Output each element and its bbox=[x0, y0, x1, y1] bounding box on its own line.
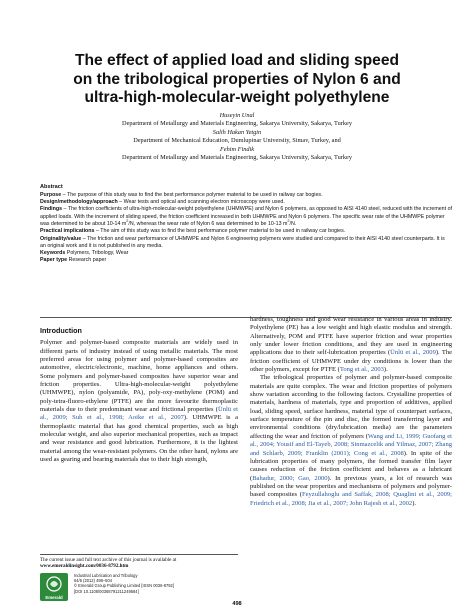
doi: [DOI 10.1108/00368791211249584] bbox=[74, 588, 139, 594]
archive-footnote bbox=[40, 557, 238, 570]
journal-volume: 64/5 (2012) 498–504 bbox=[74, 578, 113, 584]
author-name: Fehim Findik bbox=[219, 145, 255, 153]
citation-link[interactable]: Ünlü et al., 2009; Suh et al., 1998; Aoike et al., 2007 bbox=[40, 406, 238, 422]
journal-name: Industrial Lubrication and Tribology bbox=[74, 573, 138, 578]
copyright: © Emerald Group Publishing Limited [ISSN 0036-8792] bbox=[74, 583, 174, 589]
author-name: Huseyin Unal bbox=[219, 112, 255, 119]
abstract-findings: Findings – The friction coefficients of ultra-high-molecular-weight polyethylene (UHMWPE) and Nylon 6 polymers, as opposed to AISI 4140 steel, reduced with the increment of applied loads. With the increment of sliding speed, the friction coefficient increased in both UHMWPE and Nylon 6 polymers. The specific wear rate of the UHMWPE polymer was determined to be about 10-14 $m^2/N$, whereas the wear rate of Nylon 6 was determined to be 10-13 $m^2/N$. bbox=[40, 206, 452, 227]
archive-url-link[interactable]: www.emeraldinsight.com/0036-8792.htm bbox=[40, 563, 129, 570]
abstract-heading: Abstract bbox=[40, 184, 63, 190]
title-line-3: ultra-high-molecular-weight polyethylene bbox=[84, 89, 390, 106]
logo-text: Emerald bbox=[45, 595, 63, 600]
footnote-text: The current issue and full text archive of this journal is available at bbox=[40, 557, 177, 563]
abstract-originality: Originality/value – The friction and wear performance of UHMWPE and Nylon 6 engineering polymers were studied and compared to their AISI 4140 steel counterparts. It is an original work and it is not published in any media. bbox=[40, 235, 445, 249]
page-number: 498 bbox=[232, 601, 242, 607]
section-heading: Introduction bbox=[40, 326, 82, 335]
citation-link[interactable]: Tong et al., 2003 bbox=[339, 366, 384, 374]
body-paragraph: The tribological properties of polymer and polymer-based composite materials are quite complex. The wear and friction properties of polymers show variation according to the following factors. Crystalline properties of materials, hardness of materials, type and proportion of additives, applied load, sliding speed, surface hardness, material type of counterpart surfaces, surface temperature of the pin and disc, the formed transferring layer and environmental conditions (dry/lubrication media) are the parameters affecting the wear and friction of polymers (Wang and Li, 1999; Guofang et al., 2004; Yousif and El-Tayeb, 2008; Sinmazcelik and Yilmaz, 2007; Zhang and Schlarb, 2009; Franklin (2001); Cong et al., 2008). In spite of the lubrication properties of many polymers, the formed transfer film layer causes reduction of the friction coefficient and behaves as a lubricant (Bahadur, 2000; Gao, 2000). In previous years, a lot of research was published on the wear properties and mechanisms of polymers and polymer-based composites (Feyzullahoglu and Saffak, 2008; Quaglini et al., 2009; Friedrich et al., 2008; Jia et al., 2007; John Rajesh et al., 2002). bbox=[250, 374, 453, 507]
citation-link[interactable]: Feyzullahoglu and Saffak, 2008; Quaglini et al., 2009; Friedrich et al., 2008; Jia et al., 2007; John Rajesh et al., 2002 bbox=[250, 491, 452, 507]
author-affiliation: Department of Metallurgy and Materials Engineering, Sakarya University, Sakarya, Turkey bbox=[122, 120, 352, 128]
abstract-design: Design/methodology/approach – Wear tests and optical and scanning electron microscopy were used. bbox=[40, 199, 285, 206]
emerald-logo bbox=[40, 573, 68, 601]
right-column bbox=[250, 316, 452, 508]
abstract-practical: Practical implications – The aim of this study was to find the best performance polymer material to be used in railway car bogies. bbox=[40, 228, 346, 235]
author-name: Salih Hakan Yetgin bbox=[212, 128, 262, 136]
paper-title bbox=[20, 52, 454, 108]
abstract-purpose: Purpose – The purpose of this study was to find the best performance polymer material to be used in railway car bogies. bbox=[40, 191, 323, 198]
paper-type: Paper type Research paper bbox=[40, 257, 107, 264]
title-line-1: The effect of applied load and sliding speed bbox=[74, 52, 400, 69]
title-line-2: on the tribological properties of Nylon 6 and bbox=[73, 70, 401, 88]
left-column bbox=[40, 327, 238, 465]
citation-link[interactable]: Bahadur, 2000; Gao, 2000 bbox=[252, 474, 328, 482]
footnote-divider bbox=[40, 554, 238, 555]
author-affiliation: Department of Mechanical Education, Dumlupinar University, Simav, Turkey, and bbox=[133, 137, 341, 145]
citation-link[interactable]: Ünlü et al., 2009 bbox=[390, 349, 436, 357]
publication-info bbox=[74, 573, 239, 594]
body-paragraph: hardness, toughness and good wear resistance in various areas in industry. Polyethylene (PE) has a low weight and high elastic modulus and strength. Alternatively, POM and PTFE have superior friction and wear properties only under lower friction conditions, and they are used in engineering applications due to their self-lubrication properties (Ünlü et al., 2009). The friction coefficient of UHMWPE under dry conditions is lower than the other polymers, except for PTFE (Tong et al., 2003). bbox=[250, 316, 453, 374]
intro-paragraph: Polymer and polymer-based composite materials are widely used in different parts of industry instead of using metallic materials. The most preferred areas for using polymer and polymer-based composites are automotive, electric/electronic, machine, home appliances and others. Some polymers and polymer-based composites have superior wear and friction properties. Ultra-high-molecular-weight polyethylene (UHMWPE), nylon (polyamide, PA), poly-oxy-methylene (POM) and poly-tetra-fluoro-ethylene (PTFE) are the more favourite thermoplastic materials due to their predominant wear and frictional properties (Ünlü et al., 2009; Suh et al., 1998; Aoike et al., 2007). UHMWPE is a thermoplastic material that has good chemical properties, such as high molecular weight, and also superior mechanical properties, such as impact and wear resistance and good lubrication. Furthermore, it is the lightest material among the wear-resistant polymers. On the other hand, nylons are used as gearing and bearing materials due to their high strength, bbox=[40, 339, 238, 464]
abstract bbox=[40, 184, 452, 265]
keywords: Keywords Polymers, Tribology, Wear bbox=[40, 250, 129, 257]
author-affiliation: Department of Metallurgy and Materials Engineering, Sakarya University, Sakarya, Turkey bbox=[122, 154, 352, 162]
authors-block bbox=[20, 112, 454, 162]
citation-link[interactable]: Wang and Li, 1999; Guofang et al., 2004; Yousif and El-Tayeb, 2008; Sinmazcelik and Yilmaz, 2007; Zhang and Schlarb, 2009; Franklin (2001); Cong et al., 2008 bbox=[250, 432, 453, 457]
